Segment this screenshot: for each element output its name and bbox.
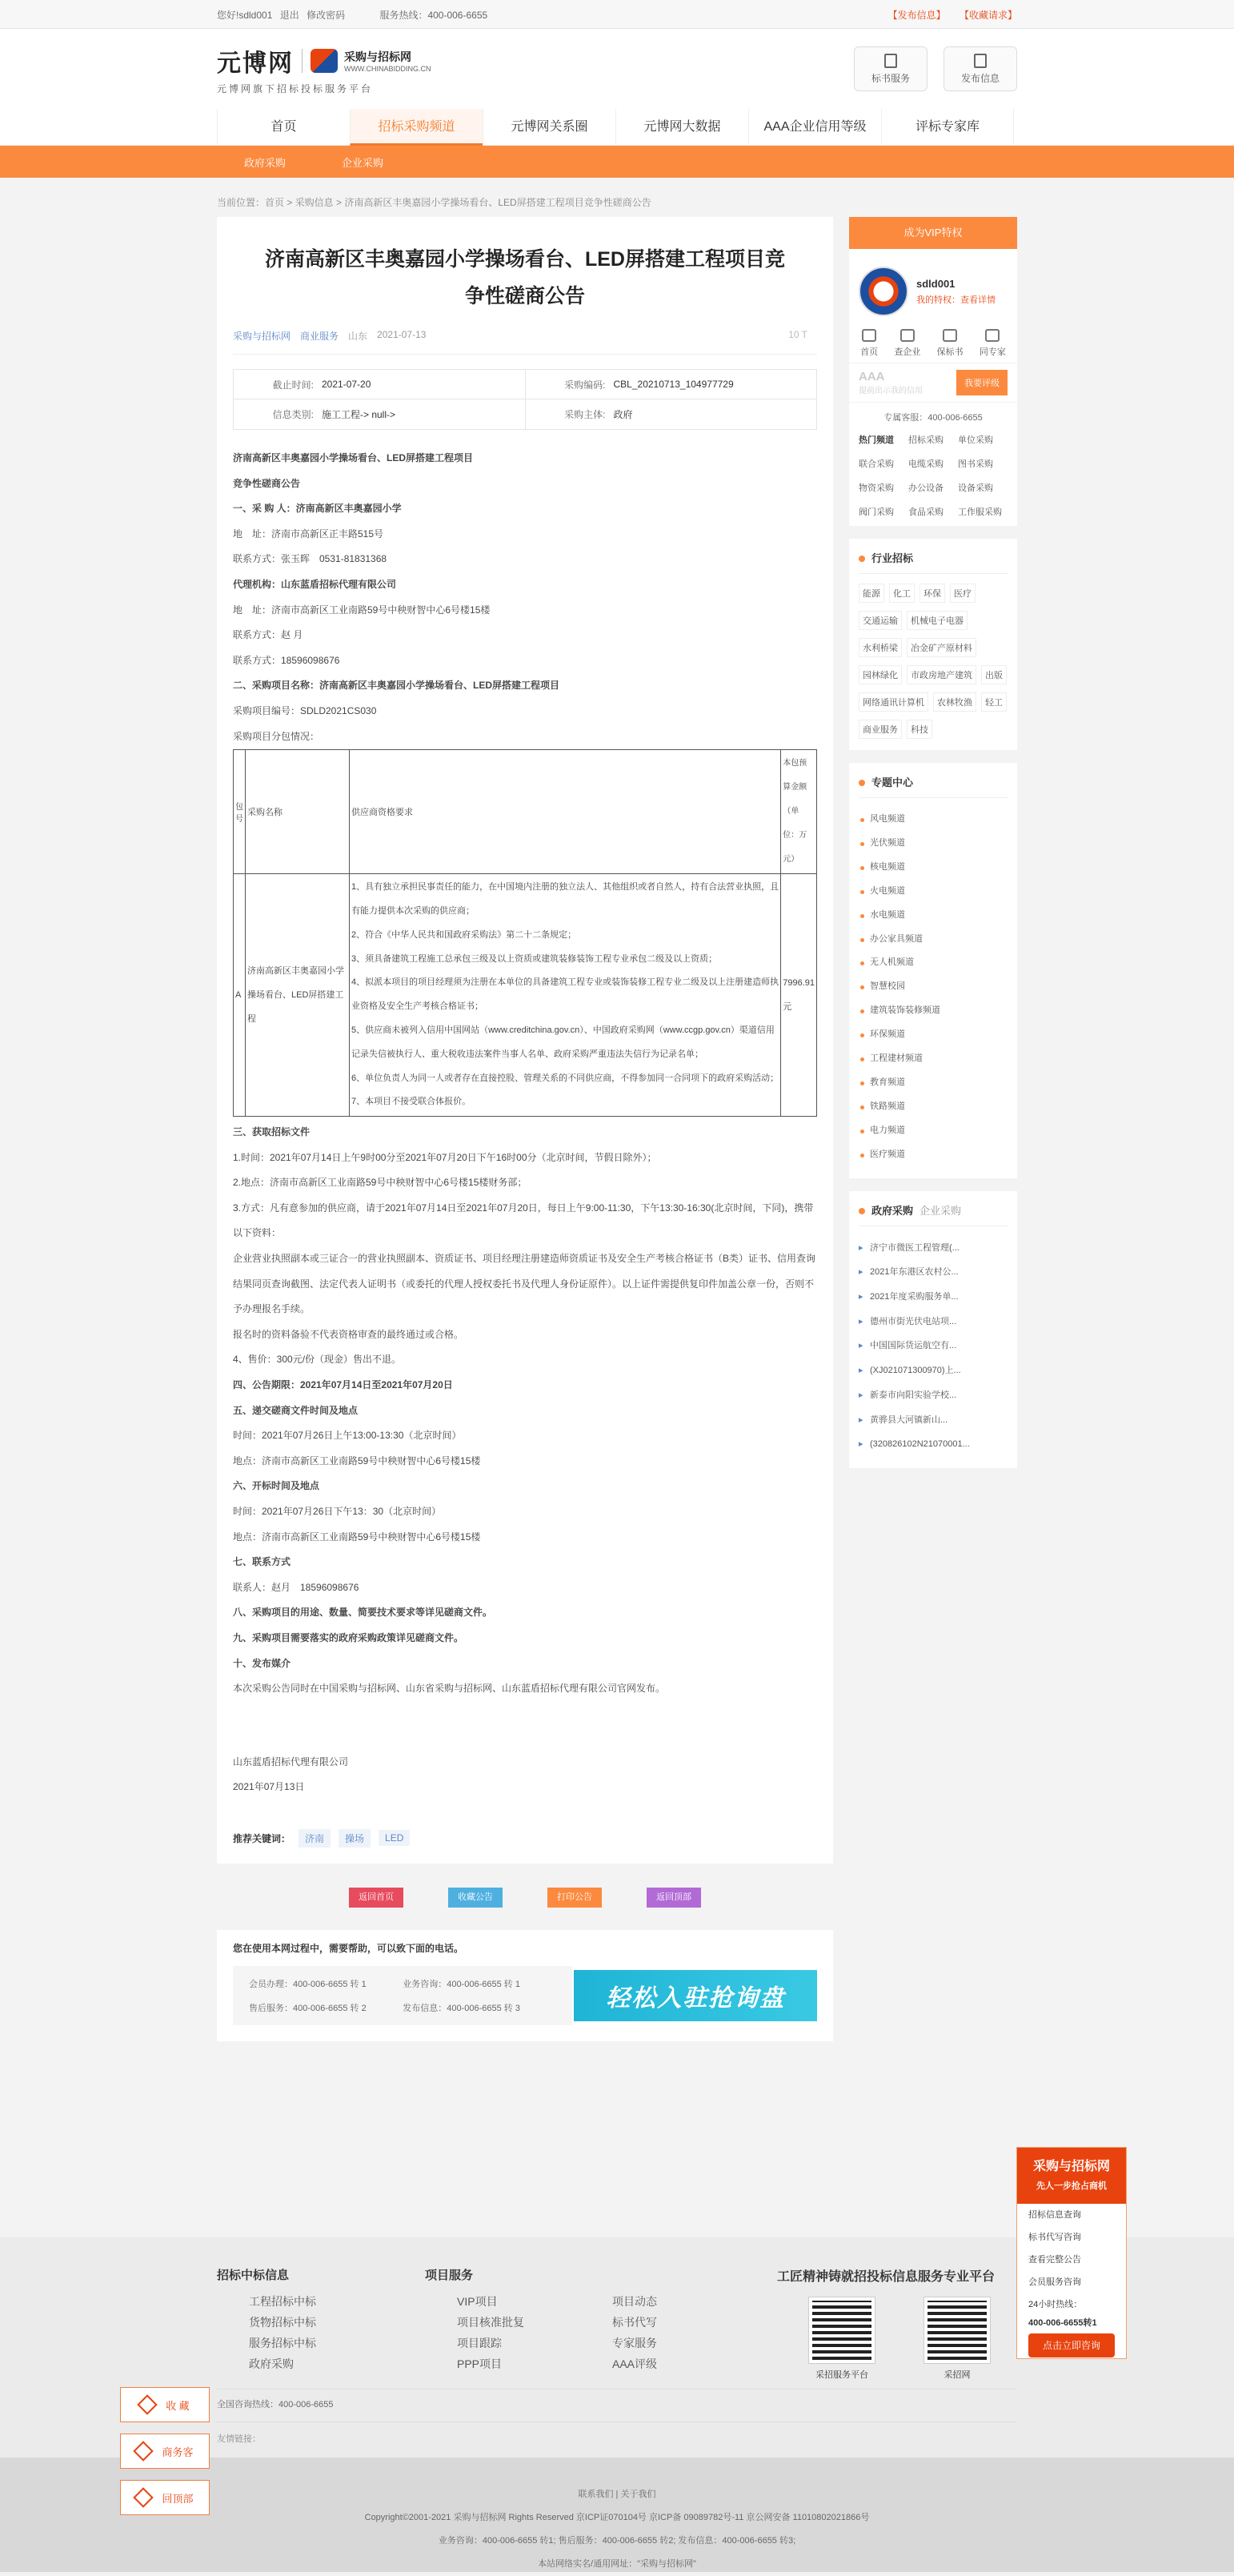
post-info-label: 发布信息 [960, 72, 1000, 84]
consult-item[interactable]: 会员服务咨询 [1028, 2277, 1081, 2287]
service-tel: 专属客服：400-006-6655 [883, 413, 983, 423]
th-package: 包号 [234, 750, 246, 874]
requirement-item: 1、具有独立承担民事责任的能力，在中国境内注册的独立法人、其他组织或者自然人，持有合法营业执照，且有能力提供本次采购的供应商； [351, 882, 779, 916]
aaa-title: AAA [859, 370, 885, 383]
nav-circle[interactable]: 元博网关系圈 [483, 109, 615, 146]
topic-link[interactable]: 电力频道 [859, 1119, 1008, 1143]
article-line: 3.方式：凡有意参加的供应商，请于2021年07月14日至2021年07月20日，每日上午9:00-11:30，下午13:30-16:30(北京时间，下同)，携带以下资料： [233, 1202, 814, 1239]
friend-links: 友情链接： [217, 2422, 1017, 2445]
article-line: 联系人：赵月 18596098676 [233, 1581, 359, 1593]
logout-link[interactable]: 退出 [279, 9, 299, 21]
copyright-text: Copyright©2001-2021 采购与招标网 Rights Reserved 京ICP证070104号 京ICP备 09089782号-11 京公网安备 11010802021866号 [364, 2513, 870, 2522]
topic-link[interactable]: 建筑装饰装修频道 [859, 999, 1008, 1023]
category-label: 信息类别: [272, 409, 314, 420]
consult-item[interactable]: 招标信息查询 [1028, 2210, 1081, 2220]
document-icon [884, 54, 897, 68]
signature-org: 山东蓝盾招标代理有限公司 [233, 1755, 349, 1767]
industry-chip[interactable]: 商业服务 [859, 720, 902, 739]
footer-link[interactable]: 项目核准批复 [457, 2316, 524, 2329]
deadline-label: 截止时间: [272, 379, 314, 391]
favorite-button[interactable]: 收藏公告 [448, 1888, 503, 1908]
username: sdld001 [916, 277, 956, 290]
gov-tab[interactable]: 政府采购 [871, 1204, 914, 1217]
home-shortcut[interactable] [860, 329, 878, 358]
rating-button[interactable]: 我要评级 [956, 370, 1008, 395]
logo[interactable] [217, 43, 431, 95]
subject-value: 政府 [613, 409, 633, 420]
industry-icon [859, 556, 865, 562]
home-shortcut-label: 首页 [860, 347, 879, 357]
bid-service-button[interactable] [854, 46, 928, 91]
edit-icon [974, 54, 987, 68]
topic-link[interactable]: 医疗频道 [859, 1143, 1008, 1167]
float-top[interactable] [120, 2480, 210, 2515]
industry-chip[interactable]: 交通运输 [859, 611, 902, 630]
topic-link[interactable]: 水电频道 [859, 904, 1008, 928]
industry-chip[interactable]: 机械电子电器 [907, 611, 968, 630]
hot-channel-link[interactable]: 阀门采购 [859, 508, 894, 517]
article-line: 一、采 购 人：济南高新区丰奥嘉园小学 [233, 503, 402, 515]
article-line: 采购项目编号：SDLD2021CS030 [233, 704, 377, 716]
topic-link[interactable]: 环保频道 [859, 1023, 1008, 1047]
meta-date: 2021-07-13 [377, 329, 427, 340]
article-line: 九、采购项目需要落实的政府采购政策详见磋商文件。 [233, 1631, 464, 1643]
industry-chip[interactable]: 出版 [981, 665, 1007, 684]
back-top-button[interactable]: 返回顶部 [647, 1888, 701, 1908]
company-shortcut-label: 查企业 [894, 347, 921, 357]
topic-link[interactable]: 核电频道 [859, 856, 1008, 880]
aaa-sub: 提前出示我的信用 [859, 387, 923, 395]
hot-channel-link[interactable]: 电缆采购 [908, 459, 944, 469]
brand-sub-en: WWW.CHINABIDDING.CN [344, 64, 431, 73]
footer-link[interactable]: 标书代写 [612, 2316, 657, 2329]
hot-channel-link[interactable]: 设备采购 [958, 484, 993, 493]
topic-link[interactable]: 风电频道 [859, 808, 1008, 832]
article-line: 六、开标时间及地点 [233, 1480, 320, 1492]
gov-box [849, 1191, 1017, 1468]
requirement-item: 4、拟派本项目的项目经理须为注册在本单位的具备建筑工程专业或装饰装修工程专业二级及以上注册建造师执业资格及安全生产考核合格证书； [351, 977, 779, 1012]
action-buttons [217, 1888, 833, 1908]
code-label: 采购编码: [564, 379, 606, 391]
footer-hotline: 全国咨询热线：400-006-6655 [217, 2389, 1017, 2410]
td-name: 济南高新区丰奥嘉园小学操场看台、LED屏搭建工程 [246, 874, 350, 1117]
footer-col2-title: 项目服务 [425, 2269, 474, 2282]
print-button[interactable]: 打印公告 [547, 1888, 602, 1908]
footer-col1-title: 招标中标信息 [217, 2269, 290, 2282]
requirement-item: 2、符合《中华人民共和国政府采购法》第二十二条规定； [351, 929, 577, 940]
article-line: 4、售价：300元/份（现金）售出不退。 [233, 1354, 402, 1366]
brand-slogan: 元博网旗下招标投标服务平台 [217, 82, 374, 94]
consult-title: 采购与招标网 [1032, 2160, 1110, 2173]
requirement-item: 7、本项目不接受联合体报价。 [351, 1097, 471, 1107]
requirement-item: 3、须具备建筑工程施工总承包三级及以上资质或建筑装修装饰工程专业承包二级及以上资质； [351, 953, 718, 964]
article-line: 本次采购公告同时在中国采购与招标网、山东省采购与招标网、山东蓝盾招标代理有限公司官网发布。 [233, 1683, 666, 1695]
industry-chip[interactable]: 能源 [859, 584, 884, 603]
topic-link[interactable]: 工程建材频道 [859, 1047, 1008, 1071]
hotline: 服务热线：400-006-6655 [379, 9, 488, 21]
post-info-button[interactable] [944, 46, 1017, 91]
help-after-sales: 售后服务：400-006-6655 转 2 [249, 2003, 367, 2013]
gov-link[interactable]: ▸ (XJ021071300970)上... [859, 1358, 1008, 1383]
article-line: 地点：济南市高新区工业南路59号中秧财智中心6号楼15楼 [233, 1531, 481, 1543]
gov-link[interactable]: ▸ 德州市街光伏电站项... [859, 1310, 1008, 1334]
article-line: 报名时的资料备验不代表资格审查的最终通过或合格。 [233, 1328, 464, 1340]
consult-now-button[interactable]: 点击立即咨询 [1028, 2333, 1115, 2357]
industry-chip[interactable]: 冶金矿产原材料 [907, 638, 976, 657]
consult-float [1016, 2147, 1127, 2359]
tag-keyword[interactable]: 操场 [339, 1829, 371, 1848]
article-line: 地点：济南市高新区工业南路59号中秧财智中心6号楼15楼 [233, 1455, 481, 1467]
requirement-item: 6、单位负责人为同一人或者存在直接控股、管理关系的不同供应商，不得参加同一合同项下的政府采购活动； [351, 1073, 779, 1083]
promo-banner[interactable]: 轻松入驻抢询盘 [574, 1970, 817, 2021]
hot-channel-title: 热门频道 [859, 435, 894, 445]
qr1-label: 采招服务平台 [815, 2370, 868, 2380]
nav-bidding[interactable]: 招标采购频道 [350, 109, 483, 146]
hot-channel-link[interactable]: 招标采购 [908, 435, 944, 445]
article-line: 时间：2021年07月26日上午13:00-13:30（北京时间） [233, 1430, 462, 1442]
footer-link[interactable]: AAA评级 [612, 2357, 658, 2370]
article-line: 地 址：济南市高新区正丰路515号 [233, 528, 384, 540]
article-line: 1.时间：2021年07月14日上午9时00分至2021年07月20日下午16时00分（北京时间，节假日除外）； [233, 1151, 657, 1163]
footer-link[interactable]: 专家服务 [612, 2337, 657, 2349]
footer-link[interactable]: 政府采购 [249, 2357, 294, 2370]
post-info-link[interactable]: 【发布信息】 [887, 9, 946, 21]
sub-nav [0, 146, 1234, 178]
float-favorite[interactable] [120, 2387, 210, 2422]
topic-link[interactable]: 无人机频道 [859, 951, 1008, 975]
footer-link[interactable]: 服务招标中标 [249, 2337, 316, 2349]
footer-link[interactable]: 项目动态 [612, 2295, 657, 2308]
help-box [217, 1930, 833, 2041]
eye-icon [900, 329, 915, 342]
hot-channel-link[interactable]: 办公设备 [908, 484, 944, 493]
article-meta [233, 329, 817, 355]
tag-keyword[interactable]: LED [379, 1830, 410, 1846]
favorite-link[interactable]: 【收藏请求】 [959, 9, 1017, 21]
nav-aaa[interactable]: AAA企业信用等级 [748, 109, 881, 146]
article-line: 联系方式：张玉晖 0531-81831368 [233, 553, 387, 565]
consult-sub: 先人一步抢占商机 [1036, 2181, 1107, 2191]
file-icon [943, 329, 957, 342]
keywords-label: 推荐关键词： [233, 1832, 291, 1844]
deadline-value: 2021-07-20 [322, 379, 371, 390]
consult-item[interactable]: 标书代写咨询 [1028, 2233, 1081, 2242]
font-size-toggle[interactable]: 10 T [788, 329, 807, 340]
industry-chip[interactable]: 科技 [907, 720, 932, 739]
gov-link[interactable]: ▸ 2021年东港区农村公... [859, 1260, 1008, 1285]
consult-item[interactable]: 查看完整公告 [1028, 2255, 1081, 2265]
hot-channel-link[interactable]: 工作服采购 [958, 508, 1002, 517]
th-name: 采购名称 [246, 750, 350, 874]
nav-home[interactable]: 首页 [217, 109, 350, 146]
article-line: 五、递交磋商文件时间及地点 [233, 1404, 359, 1416]
breadcrumb: 当前位置：首页 > 采购信息 > 济南高新区丰奥嘉园小学操场看台、LED屏搭建工程项目竞争性磋商公告 [217, 197, 651, 208]
help-member: 会员办理：400-006-6655 转 1 [249, 1979, 367, 1989]
top-bar [0, 0, 1234, 29]
topic-link[interactable]: 铁路频道 [859, 1095, 1008, 1119]
expert-shortcut[interactable] [980, 329, 1006, 358]
industry-chip[interactable]: 网络通讯计算机 [859, 692, 928, 712]
subnav-gov[interactable]: 政府采购 [244, 156, 286, 169]
subnav-corp[interactable]: 企业采购 [342, 156, 384, 169]
home-icon [862, 329, 876, 342]
consult-tel: 400-006-6655转1 [1028, 2318, 1097, 2328]
footer-slogan: 工匠精神铸就招投标信息服务专业平台 [777, 2270, 996, 2284]
signature-date: 2021年07月13日 [233, 1781, 305, 1793]
article-line: 联系方式：18596098676 [233, 654, 340, 666]
meta-region: 山东 [348, 331, 368, 342]
help-publish: 发布信息：400-006-6655 转 3 [403, 2003, 520, 2013]
article-line: 时间：2021年07月26日下午13：30（北京时间） [233, 1506, 442, 1517]
hot-channel-link[interactable]: 单位采购 [958, 435, 993, 445]
footer-link[interactable]: 工程招标中标 [249, 2295, 316, 2308]
subject-label: 采购主体: [564, 409, 606, 420]
th-budget: 本包预算金额（单位：万元） [781, 750, 817, 874]
gov-link[interactable]: ▸ 2021年度采购服务单... [859, 1285, 1008, 1310]
meta-source[interactable]: 采购与招标网 [233, 331, 291, 342]
topic-link[interactable]: 火电频道 [859, 880, 1008, 904]
article-line: 三、获取招标文件 [233, 1126, 311, 1138]
gov-link[interactable]: ▸ 新泰市向阳实验学校... [859, 1383, 1008, 1408]
privilege-link[interactable]: 我的特权：查看详情 [916, 295, 996, 305]
code-value: CBL_20210713_104977729 [613, 379, 734, 390]
industry-chip[interactable]: 轻工 [981, 692, 1007, 712]
article-line: 地 址：济南市高新区工业南路59号中秧财智中心6号楼15楼 [233, 604, 491, 616]
main-nav [0, 109, 1234, 146]
gov-link[interactable]: ▸ 中国国际货运航空有... [859, 1334, 1008, 1358]
footer-link[interactable]: PPP项目 [457, 2357, 503, 2370]
hot-channel-link[interactable]: 图书采购 [958, 459, 993, 469]
help-business: 业务咨询：400-006-6655 转 1 [403, 1979, 520, 1989]
industry-chip[interactable]: 农林牧渔 [933, 692, 976, 712]
gov-link[interactable]: ▸ 黄骅县大河镇新山... [859, 1408, 1008, 1433]
footer-link[interactable]: 货物招标中标 [249, 2316, 316, 2329]
article-line: 代理机构：山东蓝盾招标代理有限公司 [233, 578, 397, 590]
corp-tab[interactable]: 企业采购 [919, 1204, 962, 1217]
td-budget: 7996.91元 [781, 874, 817, 1117]
star-icon [137, 2394, 157, 2414]
article-body [233, 446, 817, 1800]
industry-box [849, 539, 1017, 750]
float-business-label: 商务客 [162, 2446, 194, 2458]
float-top-label: 回顶部 [162, 2492, 194, 2505]
info-table [233, 369, 817, 430]
article-line: 2.地点：济南市高新区工业南路59号中秧财智中心6号楼15楼财务部； [233, 1177, 527, 1189]
topic-box [849, 763, 1017, 1178]
article-line: 十、发布媒介 [233, 1657, 291, 1669]
qr-code-icon [809, 2297, 875, 2363]
sidebar [849, 217, 1017, 2041]
float-business[interactable] [120, 2434, 210, 2469]
consult-item: 24小时热线： [1028, 2300, 1083, 2309]
article-line: 济南高新区丰奥嘉园小学操场看台、LED屏搭建工程项目 [233, 452, 474, 463]
hot-channel-link[interactable]: 联合采购 [859, 459, 894, 469]
qr2-label: 采招网 [944, 2370, 971, 2380]
help-title: 您在使用本网过程中，需要帮助，可以致下面的电话。 [233, 1942, 464, 1954]
bid-doc-shortcut-label: 保标书 [936, 347, 964, 357]
topic-link[interactable]: 智慧校园 [859, 975, 1008, 999]
industry-chip[interactable]: 水利桥梁 [859, 638, 902, 657]
td-requirements [350, 874, 781, 1117]
expert-shortcut-label: 同专家 [979, 347, 1006, 357]
hot-channel-link[interactable]: 物资采购 [859, 484, 894, 493]
rss-icon [985, 329, 1000, 342]
tag-keyword[interactable]: 济南 [298, 1829, 331, 1848]
topic-link[interactable]: 办公家具频道 [859, 928, 1008, 952]
gov-link[interactable]: ▸ (320826102N21070001... [859, 1432, 1008, 1457]
article-line: 联系方式：赵 月 [233, 629, 303, 641]
back-home-button[interactable]: 返回首页 [349, 1888, 403, 1908]
company-shortcut[interactable] [894, 329, 920, 358]
home-icon [134, 2441, 154, 2461]
requirement-item: 5、供应商未被列入信用中国网站（www.creditchina.gov.cn）、中国政府采购网（www.ccgp.gov.cn）渠道信用记录失信被执行人、重大税收违法案件当事人名单、政府采购严重违法失信行为记录名单； [351, 1025, 775, 1059]
article-line: 采购项目分包情况： [233, 730, 320, 742]
hot-channel-link[interactable]: 食品采购 [908, 508, 944, 517]
industry-chip[interactable]: 园林绿化 [859, 665, 902, 684]
bottom-links[interactable]: 联系我们 | 关于我们 [578, 2490, 656, 2499]
gov-link[interactable]: ▸ 济宁市微医工程管理(... [859, 1236, 1008, 1261]
avatar [859, 267, 908, 316]
article-line: 四、公告期限：2021年07月14日至2021年07月20日 [233, 1379, 453, 1391]
industry-title: 行业招标 [871, 552, 914, 564]
nav-experts[interactable]: 评标专家库 [881, 109, 1014, 146]
greeting: 您好!sdld001 [217, 9, 273, 21]
meta-type: 商业服务 [300, 331, 339, 342]
topic-icon [859, 780, 865, 786]
topic-link[interactable]: 教育频道 [859, 1071, 1008, 1095]
brand-badge-icon [311, 49, 338, 73]
gov-icon [859, 1208, 865, 1214]
brand-sub: 采购与招标网 [344, 50, 411, 63]
package-table [233, 749, 817, 1117]
change-password-link[interactable]: 修改密码 [306, 9, 346, 21]
page-title: 济南高新区丰奥嘉园小学操场看台、LED屏搭建工程项目竞争性磋商公告 [264, 248, 785, 307]
article-line: 二、采购项目名称：济南高新区丰奥嘉园小学操场看台、LED屏搭建工程项目 [233, 680, 560, 692]
bottom-realname: 本站网络实名/通用网址："采购与招标网" [538, 2559, 696, 2569]
th-requirements: 供应商资格要求 [350, 750, 781, 874]
article-line: 竞争性磋商公告 [233, 477, 301, 489]
footer-link[interactable]: VIP项目 [457, 2295, 498, 2308]
keywords [233, 1829, 817, 1848]
become-vip-button[interactable]: 成为VIP特权 [849, 217, 1017, 249]
bottom-service: 业务咨询：400-006-6655 转1; 售后服务：400-006-6655 转2; 发布信息：400-006-6655 转3; [438, 2536, 796, 2546]
qr-code-icon [924, 2297, 990, 2363]
category-value: 施工工程-> null-> [322, 409, 396, 420]
nav-bigdata[interactable]: 元博网大数据 [615, 109, 748, 146]
td-package: A [234, 874, 246, 1117]
article-line: 七、联系方式 [233, 1556, 291, 1568]
topic-link[interactable]: 光伏频道 [859, 832, 1008, 856]
industry-chip[interactable]: 市政房地产建筑 [907, 665, 976, 684]
footer-link[interactable]: 项目跟踪 [457, 2337, 502, 2349]
topic-title: 专题中心 [871, 776, 914, 788]
arrow-up-icon [134, 2487, 154, 2507]
bid-doc-shortcut[interactable] [937, 329, 964, 358]
industry-chip[interactable]: 医疗 [950, 584, 976, 603]
industry-chip[interactable]: 环保 [919, 584, 945, 603]
article-line: 企业营业执照副本或三证合一的营业执照副本、资质证书、项目经理注册建造师资质证书及安全生产考核合格证书（B类）证书、信用查询结果同页查询截图、法定代表人证明书（或委托的代理人授权委托书及代理人身份证原件）。以上证件需提供复印件加盖公章一份，否则不予办理报名手续。 [233, 1253, 816, 1315]
header [0, 29, 1234, 109]
article [217, 217, 833, 1864]
industry-chip[interactable]: 化工 [889, 584, 915, 603]
bid-service-label: 标书服务 [871, 72, 910, 84]
float-favorite-label: 收 藏 [166, 2399, 190, 2412]
brand-name: 元博网 [217, 49, 294, 78]
article-line: 八、采购项目的用途、数量、简要技术要求等详见磋商文件。 [233, 1607, 493, 1619]
